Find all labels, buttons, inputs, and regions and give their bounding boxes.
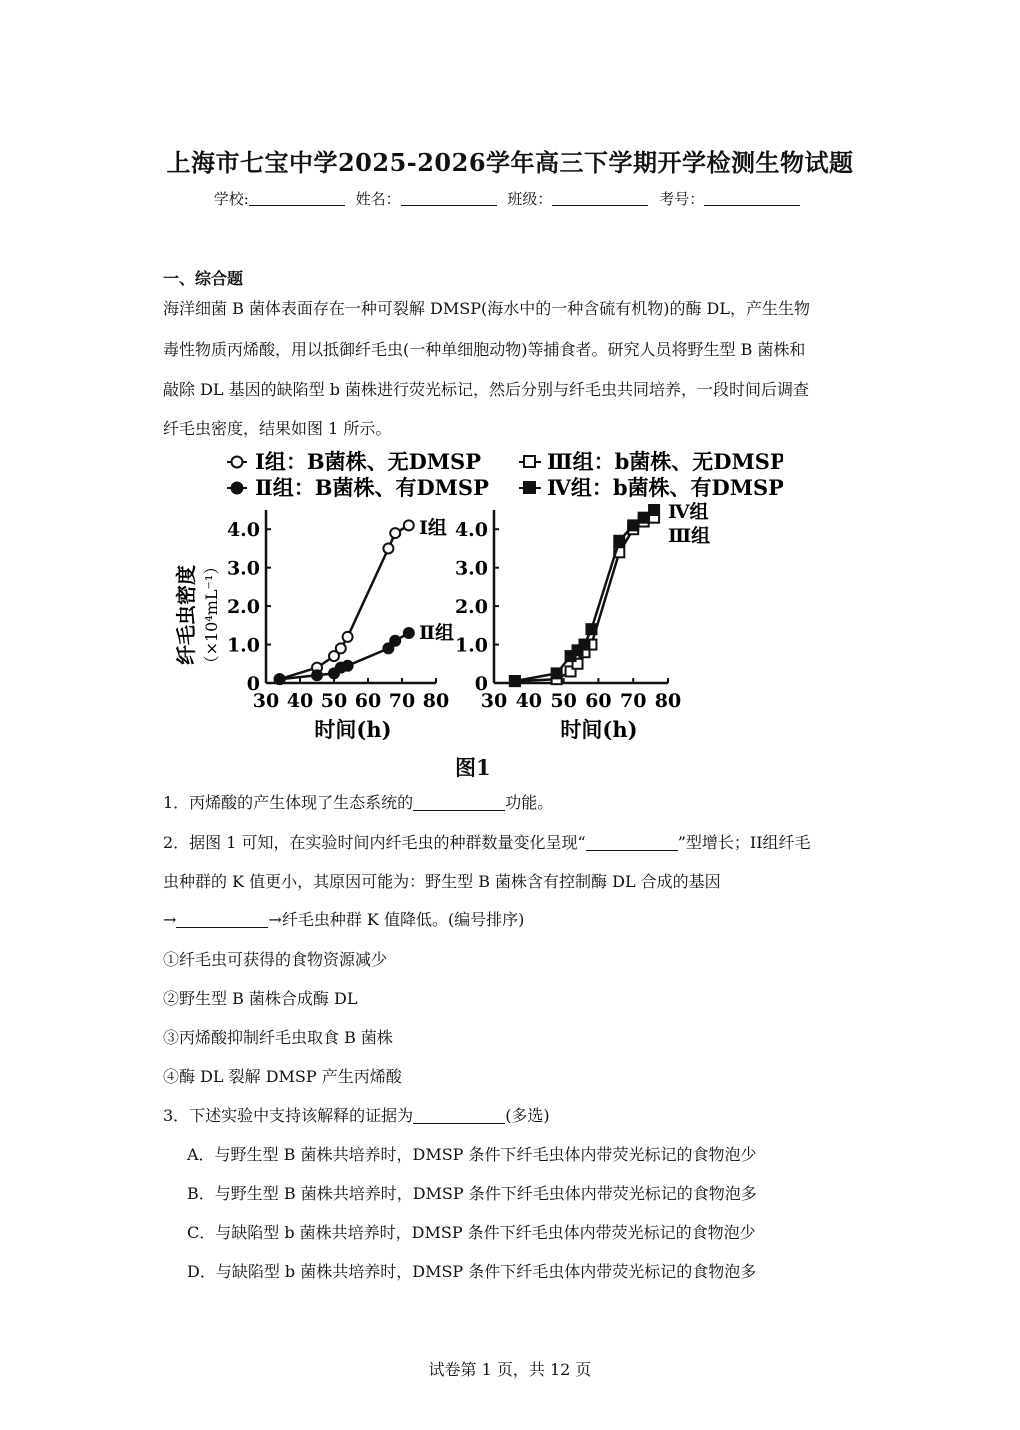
data-point xyxy=(275,674,285,684)
data-point xyxy=(510,676,520,686)
exam-no-blank[interactable] xyxy=(704,191,800,206)
class-label: 班级： xyxy=(507,190,553,208)
q2-text: 2．据图 1 可知，在实验时间内纤毛虫的种群数量变化呈现“ xyxy=(163,833,586,852)
q2-blank-1[interactable] xyxy=(586,834,678,851)
legend-marker-g4 xyxy=(524,482,535,493)
label-group-4: Ⅳ组 xyxy=(668,501,709,523)
legend-g3: Ⅲ组：b菌株、无DMSP xyxy=(547,449,783,474)
x-tick-label: 70 xyxy=(388,690,416,712)
data-point xyxy=(343,632,353,642)
question-2-line-3 xyxy=(163,910,863,930)
option-1: ①纤毛虫可获得的食物资源减少 xyxy=(163,950,388,969)
q2-text-after: ”型增长；II组纤毛 xyxy=(677,833,811,852)
question-2-line-2: 虫种群的 K 值更小，其原因可能为：野生型 B 菌株含有控制酶 DL 合成的基因 xyxy=(163,872,721,891)
question-1 xyxy=(163,793,863,813)
y-tick-label: 4.0 xyxy=(226,519,260,542)
x-tick-label: 30 xyxy=(480,690,508,712)
data-point xyxy=(639,513,649,523)
question-3 xyxy=(163,1106,863,1126)
y-tick-label: 0 xyxy=(474,673,488,695)
name-label: 姓名： xyxy=(355,190,401,208)
q3-blank[interactable] xyxy=(413,1107,505,1124)
chart-panel-left xyxy=(227,510,449,712)
y-tick-label: 0 xyxy=(246,673,260,695)
q1-text: 1．丙烯酸的产生体现了生态系统的 xyxy=(163,793,414,812)
choice-c[interactable]: C．与缺陷型 b 菌株共培养时，DMSP 条件下纤毛虫体内带荧光标记的食物泡少 xyxy=(187,1223,756,1242)
x-tick-label: 60 xyxy=(354,690,382,712)
y-tick-label: 1.0 xyxy=(454,634,488,657)
q2-arrow: → xyxy=(163,910,177,929)
legend xyxy=(227,449,783,500)
label-group-2: Ⅱ组 xyxy=(419,622,455,644)
intro-line-1: 海洋细菌 B 菌体表面存在一种可裂解 DMSP(海水中的一种含硫有机物)的酶 DL，产生生物 xyxy=(163,299,810,318)
option-3: ③丙烯酸抑制纤毛虫取食 B 菌株 xyxy=(163,1028,393,1047)
x-tick-label: 50 xyxy=(320,690,348,712)
x-tick-label: 40 xyxy=(515,690,543,712)
data-point xyxy=(390,636,400,646)
q3-text: 3．下述实验中支持该解释的证据为 xyxy=(163,1106,414,1125)
data-point xyxy=(312,670,322,680)
q1-blank[interactable] xyxy=(413,794,505,811)
data-point xyxy=(390,528,400,538)
choice-b[interactable]: B．与野生型 B 菌株共培养时，DMSP 条件下纤毛虫体内带荧光标记的食物泡多 xyxy=(187,1184,757,1203)
section-heading: 一、综合题 xyxy=(163,269,244,288)
school-label: 学校: xyxy=(213,190,249,208)
q2-blank-2[interactable] xyxy=(176,911,268,928)
x-axis-title-left: 时间(h) xyxy=(314,717,392,740)
option-4: ④酶 DL 裂解 DMSP 产生丙烯酸 xyxy=(163,1067,402,1086)
data-point xyxy=(628,520,638,530)
legend-g1: Ⅰ组：B菌株、无DMSP xyxy=(255,449,481,474)
x-tick-label: 60 xyxy=(585,690,612,712)
class-blank[interactable] xyxy=(552,191,648,206)
y-tick-label: 3.0 xyxy=(226,557,260,580)
q1-text-after: 功能。 xyxy=(505,793,554,812)
intro-line-2: 毒性物质丙烯酸，用以抵御纤毛虫(一种单细胞动物)等捕食者。研究人员将野生型 B 菌株和 xyxy=(163,340,806,359)
y-tick-label: 4.0 xyxy=(454,519,488,542)
data-point xyxy=(649,505,659,515)
data-point xyxy=(579,640,589,650)
data-point xyxy=(336,643,346,653)
x-tick-label: 80 xyxy=(422,690,450,712)
data-point xyxy=(552,668,562,678)
y-tick-label: 3.0 xyxy=(454,557,488,580)
intro-line-4: 纤毛虫密度，结果如图 1 所示。 xyxy=(163,419,392,438)
y-tick-label: 1.0 xyxy=(226,634,260,657)
page-footer: 试卷第 1 页，共 12 页 xyxy=(428,1360,592,1379)
legend-g2: Ⅱ组：B菌株、有DMSP xyxy=(255,475,489,500)
data-point xyxy=(614,536,624,546)
y-tick-label: 2.0 xyxy=(454,596,488,619)
x-tick-label: 30 xyxy=(252,690,280,712)
figure-1 xyxy=(163,440,783,785)
q2-text-end: →纤毛虫种群 K 值降低。(编号排序) xyxy=(268,910,525,929)
intro-line-3: 敲除 DL 基因的缺陷型 b 菌株进行荧光标记，然后分别与纤毛虫共同培养，一段时间后调查 xyxy=(163,380,810,399)
label-group-3: Ⅲ组 xyxy=(668,525,711,547)
y-axis-unit: （×10⁴mL⁻¹） xyxy=(202,558,221,672)
x-tick-label: 40 xyxy=(286,690,314,712)
legend-marker-g2 xyxy=(232,483,243,494)
legend-marker-g3 xyxy=(524,456,535,467)
data-point xyxy=(404,628,414,638)
school-blank[interactable] xyxy=(249,191,345,206)
student-info-line xyxy=(0,188,1020,209)
exam-no-label: 考号： xyxy=(659,190,705,208)
name-blank[interactable] xyxy=(401,191,497,206)
question-2-line-1 xyxy=(163,833,863,853)
x-axis-title-right: 时间(h) xyxy=(560,717,638,740)
y-axis-title: 纤毛虫密度 xyxy=(174,565,198,665)
q3-text-after: (多选) xyxy=(505,1106,550,1125)
x-tick-label: 80 xyxy=(654,690,682,712)
data-point xyxy=(586,624,596,634)
choice-a[interactable]: A．与野生型 B 菌株共培养时，DMSP 条件下纤毛虫体内带荧光标记的食物泡少 xyxy=(187,1145,757,1164)
data-point xyxy=(343,661,353,671)
figure-svg xyxy=(163,440,783,740)
label-group-1: Ⅰ组 xyxy=(419,517,447,539)
legend-marker-g1 xyxy=(232,457,243,468)
exam-title: 上海市七宝中学2025-2026学年高三下学期开学检测生物试题 xyxy=(166,148,854,177)
data-point xyxy=(404,520,414,530)
data-point xyxy=(383,543,393,553)
legend-g4: Ⅳ组：b菌株、有DMSP xyxy=(547,475,783,500)
x-tick-label: 70 xyxy=(619,690,647,712)
option-2: ②野生型 B 菌株合成酶 DL xyxy=(163,989,358,1008)
choice-d[interactable]: D．与缺陷型 b 菌株共培养时，DMSP 条件下纤毛虫体内带荧光标记的食物泡多 xyxy=(187,1262,757,1281)
chart-panel-right xyxy=(455,505,681,712)
figure-caption: 图1 xyxy=(455,755,491,780)
x-tick-label: 50 xyxy=(550,690,577,712)
y-tick-label: 2.0 xyxy=(226,596,260,619)
